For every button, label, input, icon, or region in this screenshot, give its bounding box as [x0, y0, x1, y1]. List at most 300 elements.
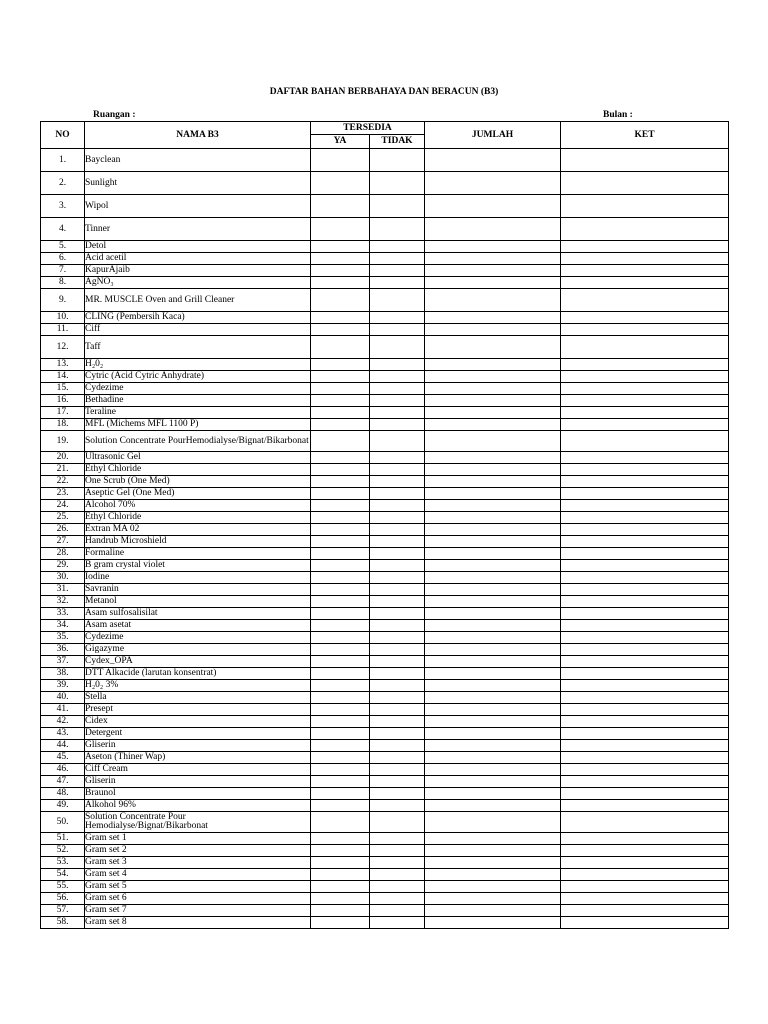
- row-ya-cell: [311, 383, 370, 395]
- row-nama-b3: Bethadine: [85, 395, 311, 407]
- row-jumlah-cell: [425, 584, 561, 596]
- table-row: [41, 488, 729, 500]
- row-number: 41.: [41, 704, 85, 716]
- row-jumlah-cell: [425, 241, 561, 253]
- row-number: 37.: [41, 656, 85, 668]
- row-tidak-cell: [370, 728, 425, 740]
- row-ket-cell: [561, 277, 729, 289]
- row-nama-b3: DTT Alkacide (larutan konsentrat): [85, 668, 311, 680]
- row-ya-cell: [311, 740, 370, 752]
- row-nama-b3: Gram set 5: [85, 881, 311, 893]
- document-title: DAFTAR BAHAN BERBAHAYA DAN BERACUN (B3): [269, 87, 499, 97]
- ruangan-label: Ruangan :: [93, 110, 136, 120]
- row-nama-b3: H₂0₂ 3%: [85, 680, 311, 692]
- row-jumlah-cell: [425, 149, 561, 172]
- row-nama-b3: MR. MUSCLE Oven and Grill Cleaner: [85, 289, 311, 312]
- row-jumlah-cell: [425, 716, 561, 728]
- table-row: [41, 632, 729, 644]
- row-tidak-cell: [370, 644, 425, 656]
- bulan-label: Bulan :: [603, 110, 633, 120]
- table-row: [41, 560, 729, 572]
- table-row: [41, 656, 729, 668]
- row-ya-cell: [311, 716, 370, 728]
- row-jumlah-cell: [425, 833, 561, 845]
- row-tidak-cell: [370, 324, 425, 336]
- row-nama-b3: Gram set 2: [85, 845, 311, 857]
- row-tidak-cell: [370, 881, 425, 893]
- row-tidak-cell: [370, 524, 425, 536]
- row-ya-cell: [311, 776, 370, 788]
- row-number: 7.: [41, 265, 85, 277]
- row-ya-cell: [311, 500, 370, 512]
- row-tidak-cell: [370, 383, 425, 395]
- row-ya-cell: [311, 195, 370, 218]
- row-number: 40.: [41, 692, 85, 704]
- header-ket: KET: [561, 122, 729, 149]
- row-ket-cell: [561, 512, 729, 524]
- row-number: 30.: [41, 572, 85, 584]
- row-tidak-cell: [370, 536, 425, 548]
- row-tidak-cell: [370, 195, 425, 218]
- row-number: 28.: [41, 548, 85, 560]
- header-no: NO: [41, 122, 85, 149]
- table-row: [41, 776, 729, 788]
- row-ket-cell: [561, 218, 729, 241]
- row-nama-b3: Cydex_OPA: [85, 656, 311, 668]
- row-nama-b3: Gliserin: [85, 776, 311, 788]
- row-ket-cell: [561, 464, 729, 476]
- row-ya-cell: [311, 536, 370, 548]
- row-nama-b3: Asam sulfosalisilat: [85, 608, 311, 620]
- row-tidak-cell: [370, 395, 425, 407]
- row-ket-cell: [561, 560, 729, 572]
- row-nama-b3: Detergent: [85, 728, 311, 740]
- row-ket-cell: [561, 488, 729, 500]
- row-nama-b3: Stella: [85, 692, 311, 704]
- row-jumlah-cell: [425, 881, 561, 893]
- row-jumlah-cell: [425, 788, 561, 800]
- row-number: 8.: [41, 277, 85, 289]
- row-number: 38.: [41, 668, 85, 680]
- row-jumlah-cell: [425, 893, 561, 905]
- row-ya-cell: [311, 752, 370, 764]
- row-number: 46.: [41, 764, 85, 776]
- row-tidak-cell: [370, 716, 425, 728]
- row-ya-cell: [311, 644, 370, 656]
- row-nama-b3: Cydezime: [85, 632, 311, 644]
- row-ket-cell: [561, 845, 729, 857]
- row-jumlah-cell: [425, 172, 561, 195]
- row-number: 57.: [41, 905, 85, 917]
- row-jumlah-cell: [425, 692, 561, 704]
- row-nama-b3: Savranin: [85, 584, 311, 596]
- row-nama-b3: Gram set 8: [85, 917, 311, 929]
- table-row: [41, 548, 729, 560]
- row-ket-cell: [561, 881, 729, 893]
- row-number: 4.: [41, 218, 85, 241]
- row-nama-b3: Ultrasonic Gel: [85, 452, 311, 464]
- row-ket-cell: [561, 608, 729, 620]
- row-jumlah-cell: [425, 632, 561, 644]
- row-ya-cell: [311, 917, 370, 929]
- row-ket-cell: [561, 788, 729, 800]
- row-nama-b3: Presept: [85, 704, 311, 716]
- row-number: 6.: [41, 253, 85, 265]
- row-ket-cell: [561, 419, 729, 431]
- row-ya-cell: [311, 548, 370, 560]
- row-nama-b3: H₂0₂: [85, 359, 311, 371]
- row-ket-cell: [561, 917, 729, 929]
- row-jumlah-cell: [425, 265, 561, 277]
- header-jumlah: JUMLAH: [425, 122, 561, 149]
- table-row: [41, 265, 729, 277]
- table-row: [41, 812, 729, 833]
- row-number: 18.: [41, 419, 85, 431]
- row-jumlah-cell: [425, 764, 561, 776]
- row-ket-cell: [561, 476, 729, 488]
- row-ya-cell: [311, 812, 370, 833]
- row-ya-cell: [311, 419, 370, 431]
- row-ket-cell: [561, 149, 729, 172]
- row-jumlah-cell: [425, 596, 561, 608]
- row-ket-cell: [561, 893, 729, 905]
- row-ket-cell: [561, 644, 729, 656]
- row-ket-cell: [561, 620, 729, 632]
- table-row: [41, 431, 729, 452]
- row-ya-cell: [311, 800, 370, 812]
- row-tidak-cell: [370, 253, 425, 265]
- row-nama-b3: Formaline: [85, 548, 311, 560]
- row-tidak-cell: [370, 704, 425, 716]
- table-row: [41, 833, 729, 845]
- table-row: [41, 668, 729, 680]
- row-ya-cell: [311, 512, 370, 524]
- row-ket-cell: [561, 584, 729, 596]
- table-row: [41, 241, 729, 253]
- table-row: [41, 383, 729, 395]
- row-tidak-cell: [370, 680, 425, 692]
- row-number: 11.: [41, 324, 85, 336]
- row-jumlah-cell: [425, 548, 561, 560]
- row-ket-cell: [561, 596, 729, 608]
- row-number: 15.: [41, 383, 85, 395]
- row-tidak-cell: [370, 857, 425, 869]
- row-number: 12.: [41, 336, 85, 359]
- row-number: 20.: [41, 452, 85, 464]
- row-ya-cell: [311, 524, 370, 536]
- row-ket-cell: [561, 500, 729, 512]
- row-jumlah-cell: [425, 536, 561, 548]
- row-jumlah-cell: [425, 524, 561, 536]
- row-tidak-cell: [370, 620, 425, 632]
- table-row: [41, 680, 729, 692]
- table-row: [41, 253, 729, 265]
- row-number: 58.: [41, 917, 85, 929]
- row-tidak-cell: [370, 656, 425, 668]
- row-tidak-cell: [370, 488, 425, 500]
- row-tidak-cell: [370, 869, 425, 881]
- row-number: 24.: [41, 500, 85, 512]
- row-ya-cell: [311, 620, 370, 632]
- row-jumlah-cell: [425, 500, 561, 512]
- row-jumlah-cell: [425, 253, 561, 265]
- row-jumlah-cell: [425, 336, 561, 359]
- row-ya-cell: [311, 596, 370, 608]
- row-ya-cell: [311, 324, 370, 336]
- row-number: 31.: [41, 584, 85, 596]
- row-ket-cell: [561, 833, 729, 845]
- table-row: [41, 395, 729, 407]
- row-nama-b3: Detol: [85, 241, 311, 253]
- row-number: 52.: [41, 845, 85, 857]
- header-tidak: TIDAK: [370, 135, 425, 149]
- row-nama-b3: Gram set 3: [85, 857, 311, 869]
- row-ya-cell: [311, 172, 370, 195]
- header-ya: YA: [311, 135, 370, 149]
- row-jumlah-cell: [425, 324, 561, 336]
- row-jumlah-cell: [425, 917, 561, 929]
- table-row: [41, 371, 729, 383]
- row-tidak-cell: [370, 371, 425, 383]
- row-ya-cell: [311, 728, 370, 740]
- row-nama-b3: Taff: [85, 336, 311, 359]
- row-nama-b3: Iodine: [85, 572, 311, 584]
- row-tidak-cell: [370, 464, 425, 476]
- row-ya-cell: [311, 431, 370, 452]
- row-nama-b3: Aseptic Gel (One Med): [85, 488, 311, 500]
- row-tidak-cell: [370, 764, 425, 776]
- row-tidak-cell: [370, 512, 425, 524]
- row-ket-cell: [561, 524, 729, 536]
- row-jumlah-cell: [425, 845, 561, 857]
- table-row: [41, 905, 729, 917]
- row-jumlah-cell: [425, 476, 561, 488]
- table-row: [41, 452, 729, 464]
- table-row: [41, 608, 729, 620]
- row-ya-cell: [311, 312, 370, 324]
- row-tidak-cell: [370, 917, 425, 929]
- row-jumlah-cell: [425, 905, 561, 917]
- table-row: [41, 845, 729, 857]
- table-row: [41, 500, 729, 512]
- row-jumlah-cell: [425, 869, 561, 881]
- table-row: [41, 788, 729, 800]
- row-tidak-cell: [370, 692, 425, 704]
- row-jumlah-cell: [425, 608, 561, 620]
- row-ya-cell: [311, 869, 370, 881]
- row-number: 55.: [41, 881, 85, 893]
- row-ket-cell: [561, 395, 729, 407]
- table-row: [41, 359, 729, 371]
- row-ya-cell: [311, 277, 370, 289]
- row-ya-cell: [311, 584, 370, 596]
- row-ya-cell: [311, 788, 370, 800]
- row-jumlah-cell: [425, 680, 561, 692]
- row-jumlah-cell: [425, 383, 561, 395]
- row-nama-b3: MFL (Michems MFL 1100 P): [85, 419, 311, 431]
- row-ket-cell: [561, 241, 729, 253]
- row-nama-b3: Gigazyme: [85, 644, 311, 656]
- row-jumlah-cell: [425, 452, 561, 464]
- row-jumlah-cell: [425, 620, 561, 632]
- row-ya-cell: [311, 560, 370, 572]
- row-nama-b3: Bayclean: [85, 149, 311, 172]
- row-nama-b3: Extran MA 02: [85, 524, 311, 536]
- row-ya-cell: [311, 464, 370, 476]
- row-ket-cell: [561, 692, 729, 704]
- table-row: [41, 407, 729, 419]
- row-nama-b3: Aseton (Thiner Wap): [85, 752, 311, 764]
- row-number: 25.: [41, 512, 85, 524]
- row-jumlah-cell: [425, 195, 561, 218]
- table-row: [41, 620, 729, 632]
- row-tidak-cell: [370, 776, 425, 788]
- row-tidak-cell: [370, 277, 425, 289]
- row-nama-b3: Teraline: [85, 407, 311, 419]
- row-ya-cell: [311, 452, 370, 464]
- row-jumlah-cell: [425, 289, 561, 312]
- table-row: [41, 464, 729, 476]
- row-tidak-cell: [370, 289, 425, 312]
- row-nama-b3: KapurAjaib: [85, 265, 311, 277]
- row-ya-cell: [311, 289, 370, 312]
- row-ya-cell: [311, 764, 370, 776]
- row-number: 22.: [41, 476, 85, 488]
- row-nama-b3: Ethyl Chloride: [85, 512, 311, 524]
- row-ket-cell: [561, 172, 729, 195]
- row-number: 32.: [41, 596, 85, 608]
- row-tidak-cell: [370, 312, 425, 324]
- row-tidak-cell: [370, 241, 425, 253]
- row-number: 23.: [41, 488, 85, 500]
- row-ya-cell: [311, 704, 370, 716]
- row-jumlah-cell: [425, 419, 561, 431]
- row-nama-b3: Sunlight: [85, 172, 311, 195]
- row-nama-b3: Alkohol 96%: [85, 800, 311, 812]
- b3-table: [40, 121, 729, 929]
- row-ket-cell: [561, 800, 729, 812]
- row-nama-b3: Ciff: [85, 324, 311, 336]
- row-jumlah-cell: [425, 464, 561, 476]
- row-tidak-cell: [370, 788, 425, 800]
- row-ket-cell: [561, 253, 729, 265]
- row-ya-cell: [311, 359, 370, 371]
- row-tidak-cell: [370, 812, 425, 833]
- table-row: [41, 218, 729, 241]
- row-tidak-cell: [370, 476, 425, 488]
- row-nama-b3: B gram crystal violet: [85, 560, 311, 572]
- row-number: 10.: [41, 312, 85, 324]
- row-number: 13.: [41, 359, 85, 371]
- header-nama-b3: NAMA B3: [85, 122, 311, 149]
- row-number: 17.: [41, 407, 85, 419]
- table-row: [41, 336, 729, 359]
- row-number: 42.: [41, 716, 85, 728]
- table-row: [41, 277, 729, 289]
- row-nama-b3: Gram set 6: [85, 893, 311, 905]
- row-ket-cell: [561, 728, 729, 740]
- table-row: [41, 596, 729, 608]
- row-ya-cell: [311, 833, 370, 845]
- table-row: [41, 692, 729, 704]
- table-row: [41, 419, 729, 431]
- row-ket-cell: [561, 857, 729, 869]
- row-ya-cell: [311, 336, 370, 359]
- row-ket-cell: [561, 704, 729, 716]
- row-jumlah-cell: [425, 560, 561, 572]
- table-row: [41, 312, 729, 324]
- row-number: 43.: [41, 728, 85, 740]
- row-nama-b3: Cydezime: [85, 383, 311, 395]
- row-jumlah-cell: [425, 431, 561, 452]
- row-jumlah-cell: [425, 857, 561, 869]
- table-row: [41, 704, 729, 716]
- row-ket-cell: [561, 869, 729, 881]
- row-ya-cell: [311, 668, 370, 680]
- row-jumlah-cell: [425, 656, 561, 668]
- table-row: [41, 740, 729, 752]
- row-number: 14.: [41, 371, 85, 383]
- table-row: [41, 644, 729, 656]
- table-row: [41, 917, 729, 929]
- row-ket-cell: [561, 632, 729, 644]
- row-nama-b3: Gram set 7: [85, 905, 311, 917]
- row-ket-cell: [561, 656, 729, 668]
- row-ket-cell: [561, 452, 729, 464]
- row-ya-cell: [311, 241, 370, 253]
- row-jumlah-cell: [425, 812, 561, 833]
- table-row: [41, 764, 729, 776]
- row-ket-cell: [561, 359, 729, 371]
- row-jumlah-cell: [425, 371, 561, 383]
- table-row: [41, 172, 729, 195]
- row-tidak-cell: [370, 560, 425, 572]
- table-row: [41, 512, 729, 524]
- row-nama-b3: CLING (Pembersih Kaca): [85, 312, 311, 324]
- row-nama-b3: AgNO₃: [85, 277, 311, 289]
- row-ket-cell: [561, 195, 729, 218]
- row-number: 26.: [41, 524, 85, 536]
- row-nama-b3: One Scrub (One Med): [85, 476, 311, 488]
- row-number: 34.: [41, 620, 85, 632]
- row-number: 36.: [41, 644, 85, 656]
- row-number: 48.: [41, 788, 85, 800]
- row-ket-cell: [561, 905, 729, 917]
- row-tidak-cell: [370, 584, 425, 596]
- row-jumlah-cell: [425, 512, 561, 524]
- table-row: [41, 752, 729, 764]
- row-jumlah-cell: [425, 752, 561, 764]
- row-ket-cell: [561, 776, 729, 788]
- row-jumlah-cell: [425, 312, 561, 324]
- row-tidak-cell: [370, 668, 425, 680]
- row-tidak-cell: [370, 419, 425, 431]
- row-number: 21.: [41, 464, 85, 476]
- row-nama-b3: Asam asetat: [85, 620, 311, 632]
- row-nama-b3: Metanol: [85, 596, 311, 608]
- row-tidak-cell: [370, 407, 425, 419]
- row-number: 9.: [41, 289, 85, 312]
- row-jumlah-cell: [425, 359, 561, 371]
- row-ket-cell: [561, 431, 729, 452]
- row-ket-cell: [561, 812, 729, 833]
- header-tersedia: TERSEDIA: [311, 122, 425, 135]
- row-number: 44.: [41, 740, 85, 752]
- row-number: 51.: [41, 833, 85, 845]
- row-ket-cell: [561, 680, 729, 692]
- table-row: [41, 716, 729, 728]
- row-tidak-cell: [370, 452, 425, 464]
